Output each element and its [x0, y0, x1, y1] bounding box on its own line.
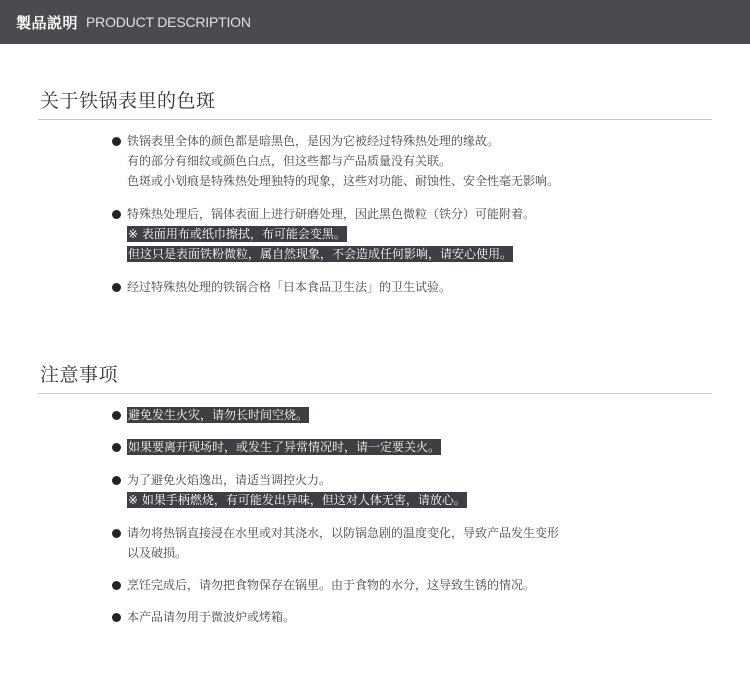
item-text: 铁锅表里全体的颜色都是暗黑色，是因为它被经过特殊热处理的缘故。 [127, 134, 500, 148]
list-item [112, 575, 535, 595]
list-item [112, 204, 535, 264]
section-divider [38, 393, 712, 394]
list-item [112, 277, 451, 297]
item-text: 以及破损。 [127, 546, 188, 560]
item-text: 烹饪完成后，请勿把食物保存在锅里。由于食物的水分，这导致生锈的情况。 [127, 578, 536, 592]
list-item [112, 437, 441, 457]
header-title-en: PRODUCT DESCRIPTION [86, 14, 251, 30]
highlighted-note: ※ 如果手柄燃烧，有可能发出异味，但这对人体无害，请放心。 [128, 493, 466, 507]
item-text: 色斑或小划痕是特殊热处理独特的现象，这些对功能、耐蚀性、安全性毫无影响。 [127, 174, 560, 188]
bullet-icon [112, 529, 121, 538]
list-item [112, 131, 559, 191]
section-title-color-spots: 关于铁锅表里的色斑 [40, 90, 216, 112]
bullet-icon [112, 613, 121, 622]
section-title-precautions: 注意事项 [40, 364, 119, 386]
highlighted-note: 避免发生火灾，请勿长时间空烧。 [128, 408, 309, 422]
highlighted-note: ※ 表面用布或纸巾擦拭，布可能会变黑。 [128, 227, 346, 241]
bullet-icon [112, 283, 121, 292]
bullet-icon [112, 581, 121, 590]
item-text: 本产品请勿用于微波炉或烤箱。 [127, 610, 296, 624]
bullet-icon [112, 137, 121, 146]
item-text: 有的部分有细纹或颜色白点，但这些都与产品质量没有关联。 [127, 154, 452, 168]
item-text: 特殊热处理后，锅体表面上进行研磨处理，因此黑色微粒（铁分）可能附着。 [127, 207, 536, 221]
bullet-icon [112, 210, 121, 219]
list-item [112, 607, 295, 627]
item-text: 请勿将热锅直接浸在水里或对其浇水，以防锅急剧的温度变化，导致产品发生变形 [127, 526, 560, 540]
highlighted-note: 但这只是表面铁粉微粒，属自然现象，不会造成任何影响，请安心使用。 [128, 247, 513, 261]
item-text: 经过特殊热处理的铁锅合格「日本食品卫生法」的卫生试验。 [127, 280, 452, 294]
list-item [112, 405, 309, 425]
bullet-icon [112, 443, 121, 452]
bullet-icon [112, 411, 121, 420]
bullet-icon [112, 476, 121, 485]
list-item [112, 470, 467, 510]
highlighted-note: 如果要离开现场时，或发生了异常情况时，请一定要关火。 [128, 440, 441, 454]
list-item [112, 523, 559, 563]
header-title-cn: 製品説明 [16, 13, 79, 32]
header-bar [0, 0, 750, 44]
section-divider [38, 119, 712, 120]
item-text: 为了避免火焰逸出，请适当调控火力。 [127, 473, 332, 487]
